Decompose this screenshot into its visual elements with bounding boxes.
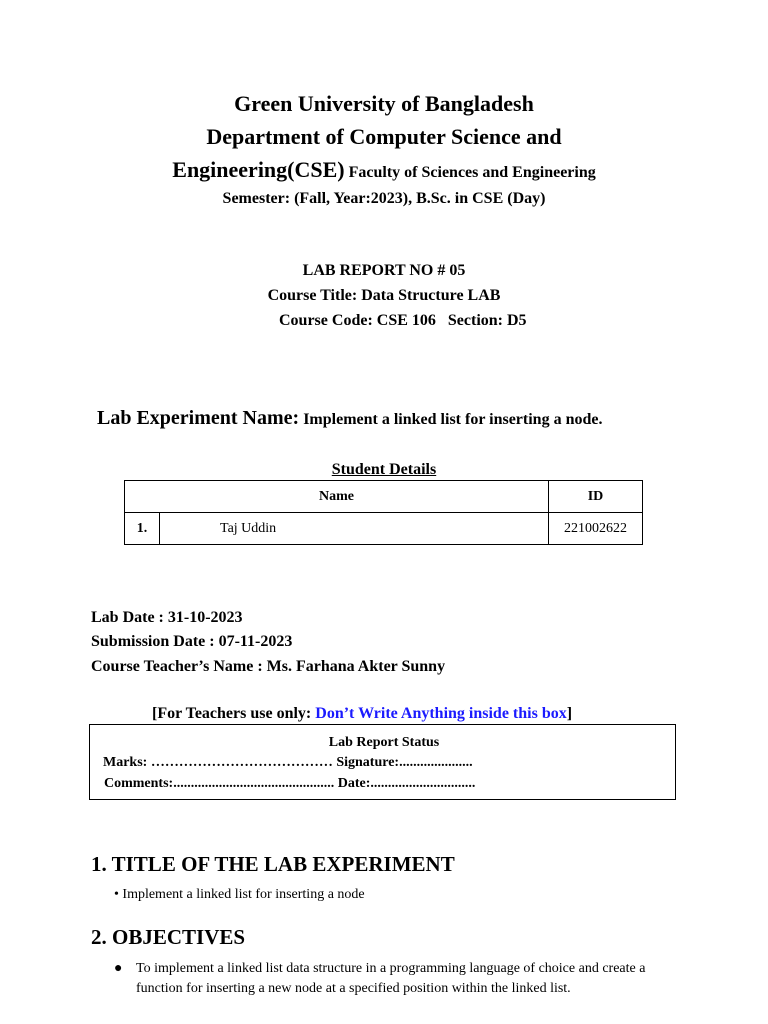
semester-line: Semester: (Fall, Year:2023), B.Sc. in CSE (Day) (222, 190, 546, 207)
student-id: 221002622 (549, 513, 643, 545)
bullet-icon: ● (114, 961, 123, 976)
experiment-name: Implement a linked list for inserting a node. (303, 411, 603, 428)
university-name: Green University of Bangladesh (234, 91, 534, 116)
experiment-line (97, 407, 602, 430)
notice-prefix: [For Teachers use only: (152, 705, 316, 722)
department-line-2: Engineering(CSE) (172, 157, 345, 182)
course-teacher: Course Teacher’s Name : Ms. Farhana Akter Sunny (91, 658, 446, 675)
course-code: Course Code: CSE 106 Section: D5 (279, 312, 527, 329)
section-1-bullet: • Implement a linked list for inserting a node (114, 887, 365, 902)
notice-suffix: ] (566, 705, 573, 722)
department-faculty-line (0, 157, 768, 183)
student-details-table (124, 480, 643, 545)
comments-date-line: Comments:.............................................. Date:.............................. (104, 776, 476, 791)
faculty-name: Faculty of Sciences and Engineering (348, 164, 596, 181)
row-index: 1. (125, 513, 160, 545)
experiment-label: Lab Experiment Name: (97, 407, 300, 429)
section-title-2: 2. OBJECTIVES (91, 925, 246, 949)
section-2-bullet (114, 959, 684, 999)
lab-report-status-title: Lab Report Status (328, 735, 440, 750)
student-name: Taj Uddin (160, 513, 549, 545)
course-title: Course Title: Data Structure LAB (267, 287, 501, 304)
notice-warning: Don’t Write Anything inside this box (315, 705, 567, 722)
column-header-name: Name (125, 481, 549, 513)
column-header-id: ID (549, 481, 643, 513)
student-details-heading: Student Details (331, 461, 437, 478)
section-title-1: 1. TITLE OF THE LAB EXPERIMENT (91, 852, 455, 876)
department-line-1: Department of Computer Science and (206, 124, 562, 149)
marks-signature-line: Marks: ………………………………… Signature:..................... (103, 755, 473, 770)
table-row (125, 513, 643, 545)
report-number: LAB REPORT NO # 05 (302, 262, 466, 279)
lab-date: Lab Date : 31-10-2023 (91, 609, 243, 626)
submission-date: Submission Date : 07-11-2023 (91, 633, 293, 650)
table-header-row (125, 481, 643, 513)
teacher-box-notice (152, 705, 572, 723)
objective-text: To implement a linked list data structure in a programming language of choice and create a function for inserting a new node at a specified position within the linked list. (136, 961, 646, 996)
